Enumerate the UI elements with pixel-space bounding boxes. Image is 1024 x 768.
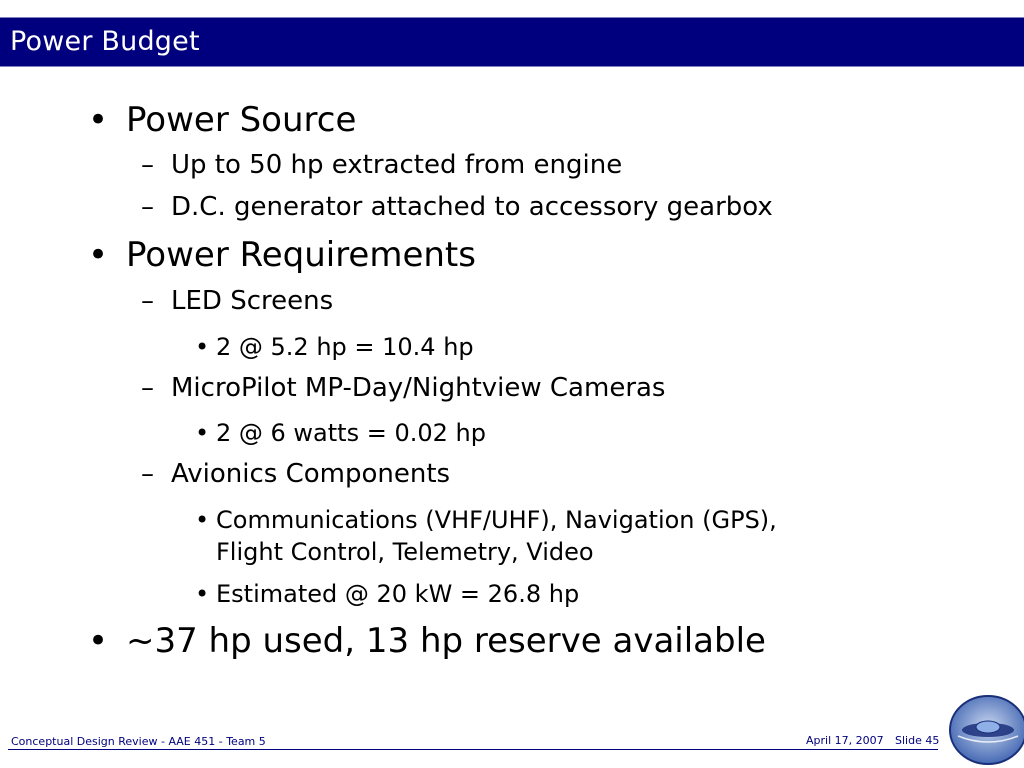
footer-slide-number: Slide 45 bbox=[895, 734, 940, 747]
slide-title: Power Budget bbox=[10, 26, 200, 57]
sub-bullet-engine: Up to 50 hp extracted from engine bbox=[171, 150, 623, 180]
bullet-summary: ~37 hp used, 13 hp reserve available bbox=[126, 621, 766, 661]
bullet-power-requirements: Power Requirements bbox=[126, 235, 476, 275]
bullet-marker: • bbox=[195, 419, 210, 447]
dash-marker: – bbox=[141, 373, 154, 403]
sub-bullet-avionics: Avionics Components bbox=[171, 459, 451, 489]
footer-divider bbox=[8, 749, 938, 750]
footer-presentation-title: Conceptual Design Review - AAE 451 - Team 5 bbox=[11, 735, 266, 748]
bullet-marker: • bbox=[195, 580, 210, 608]
bullet-marker: • bbox=[88, 621, 109, 661]
dash-marker: – bbox=[141, 459, 154, 489]
detail-avionics-systems-line1: Communications (VHF/UHF), Navigation (GPS), bbox=[216, 506, 777, 534]
dash-marker: – bbox=[141, 286, 154, 316]
aeronautics-logo-icon bbox=[946, 688, 1024, 768]
sub-bullet-cameras: MicroPilot MP-Day/Nightview Cameras bbox=[171, 373, 666, 403]
bullet-power-source: Power Source bbox=[126, 100, 357, 140]
dash-marker: – bbox=[141, 150, 154, 180]
sub-bullet-generator: D.C. generator attached to accessory gearbox bbox=[171, 192, 773, 222]
detail-led-power: 2 @ 5.2 hp = 10.4 hp bbox=[216, 333, 474, 361]
dash-marker: – bbox=[141, 192, 154, 222]
bullet-marker: • bbox=[88, 235, 109, 275]
detail-avionics-systems-line2: Flight Control, Telemetry, Video bbox=[216, 538, 594, 566]
bullet-marker: • bbox=[195, 506, 210, 534]
footer-date: April 17, 2007 bbox=[806, 734, 884, 747]
sub-bullet-led-screens: LED Screens bbox=[171, 286, 334, 316]
detail-avionics-power: Estimated @ 20 kW = 26.8 hp bbox=[216, 580, 580, 608]
bullet-marker: • bbox=[88, 100, 109, 140]
bullet-marker: • bbox=[195, 333, 210, 361]
detail-camera-power: 2 @ 6 watts = 0.02 hp bbox=[216, 419, 486, 447]
